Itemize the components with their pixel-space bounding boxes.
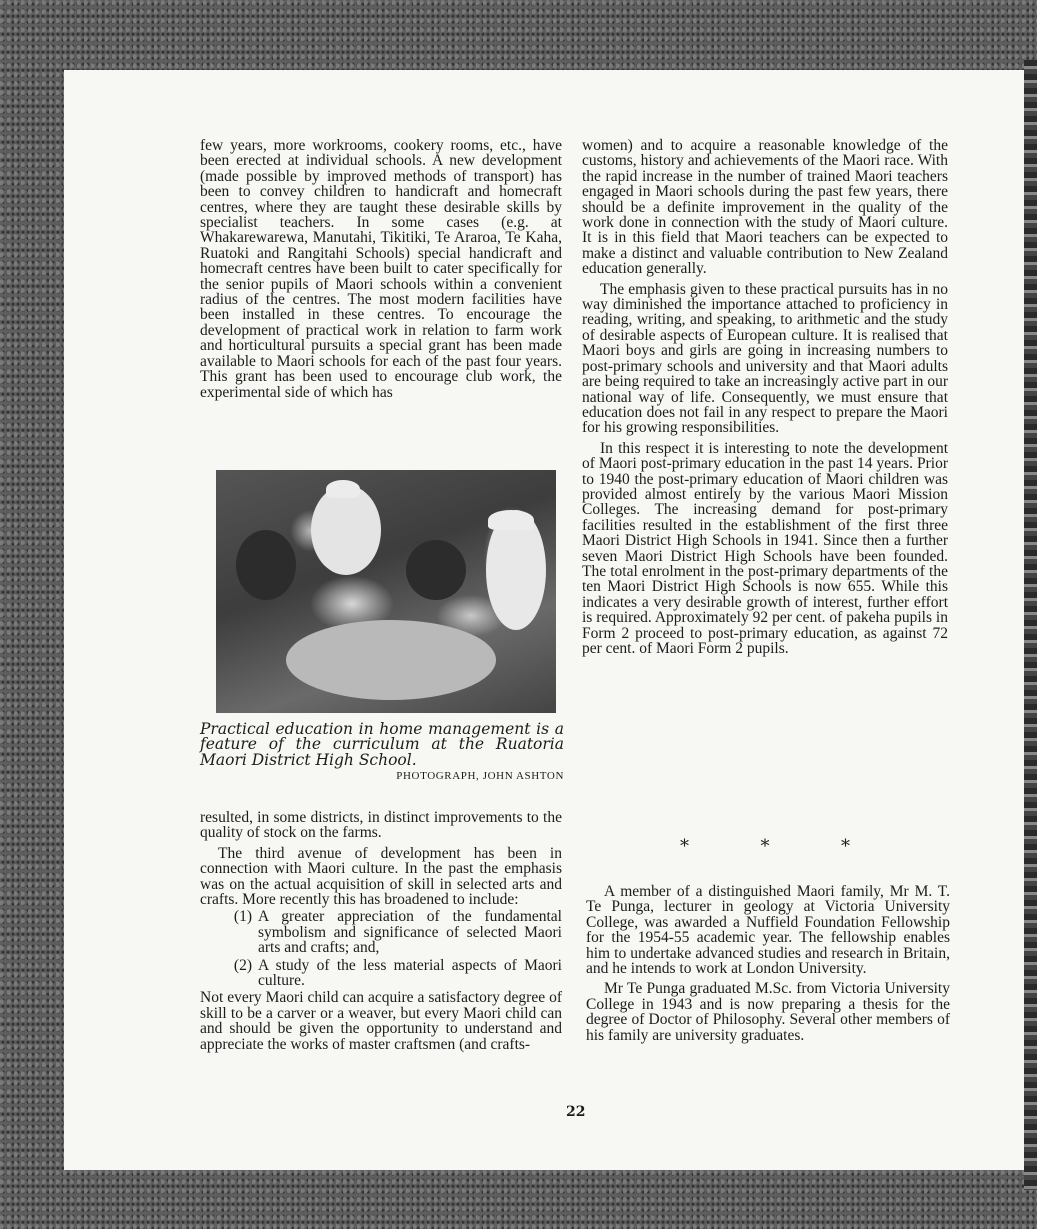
photo-figure: [311, 485, 381, 575]
photo-credit: PHOTOGRAPH, JOHN ASHTON: [396, 770, 564, 783]
list-text: A study of the less material aspects of Maori culture.: [258, 956, 562, 990]
paragraph: The third avenue of development has been in connection with Maori culture. In the past the emphasis was on the actual acquisition of skill in selected arts and crafts. More recently this has broadened to include:: [200, 844, 562, 909]
photo-caption-block: [200, 722, 564, 782]
paragraph: In this respect it is interesting to note the development of Maori post-primary education in the past 14 years. Prior to 1940 the post-primary education of Maori children was provided almost entirely by the various Maori Mission Colleges. The increasing demand for post-primary facilities resulted in the establishment of the first three Maori District High Schools in 1941. Since then a further seven Maori District High Schools have been founded. The total enrolment in the post-primary departments of the ten Maori District High Schools is now 655. While this indicates a very desirable growth of interest, further effort is required. Approximately 92 per cent. of pakeha pupils in Form 2 proceed to post-primary education, as against 72 per cent. of Maori Form 2 pupils.: [582, 439, 948, 657]
paragraph: The emphasis given to these practical pursuits has in no way diminished the importance attached to proficiency in reading, writing, and speaking, to arithmetic and the study of desirable aspects of European culture. It is realised that Maori boys and girls are going in increasing numbers to post-primary schools and university and that Maori adults are being required to take an increasingly active part in our national way of life. Consequently, we must ensure that education does not fail in any respect to prepare the Maori for his growing responsibilities.: [582, 280, 948, 437]
photograph-home-management-class: [216, 470, 556, 713]
star-icon: *: [760, 836, 770, 857]
list-text: A greater appreciation of the fundamental symbolism and significance of selected Maori arts and crafts; and,: [258, 908, 562, 957]
paragraph: few years, more workrooms, cookery rooms, etc., have been erected at individual schools. A new development (made possible by improved methods of transport) has been to convey children to handicraft and homecraft centres, where they are taught these desirable skills by specialist teachers. In some cases (e.g. at Whakarewarewa, Manutahi, Tikitiki, Te Araroa, Te Kaha, Ruatoki and Rangitahi Schools) special handicraft and homecraft centres have been built to cater specifically for the senior pupils of Maori schools within a convenient radius of the centres. The most modern facilities have been installed in these centres. To encourage the development of practical work in relation to farm work and horticultural pursuits a special grant has been made available to Maori schools for each of the past four years. This grant has been used to encourage club work, the experimental side of which has: [200, 137, 562, 401]
photo-table: [286, 620, 496, 700]
list-item: [200, 958, 562, 989]
paragraph: women) and to acquire a reasonable knowledge of the customs, history and achievements of the Maori race. With the rapid increase in the number of trained Maori teachers engaged in Maori schools during the past few years, there should be a definite improvement in the quality of the work done in connection with the study of Maori culture. It is in this field that Maori teachers can be expected to make a distinct and valuable contribution to New Zealand education generally.: [582, 137, 948, 278]
photo-cap: [488, 510, 534, 530]
photo-figure: [236, 530, 296, 600]
right-column-text: [582, 138, 948, 656]
left-column-bottom-text: [200, 810, 562, 1052]
section-divider-stars: [680, 836, 850, 857]
page-edge-shadow: [1024, 60, 1037, 1190]
star-icon: *: [841, 836, 850, 857]
list-number: (1): [233, 908, 252, 926]
photo-caption: Practical education in home management is a feature of the curriculum at the Ruatoria Maori District High School.: [200, 720, 564, 769]
photo-cap: [326, 480, 360, 498]
paragraph: Mr Te Punga graduated M.Sc. from Victoria University College in 1943 and is now preparing a thesis for the degree of Doctor of Philosophy. Several other members of his family are university graduates.: [586, 980, 950, 1044]
culture-list: [200, 909, 562, 988]
paragraph: Not every Maori child can acquire a satisfactory degree of skill to be a carver or a weaver, but every Maori child can and should be given the opportunity to understand and appreciate the works of master craftsmen (and crafts-: [200, 989, 562, 1053]
photo-figure: [406, 540, 466, 600]
paragraph: resulted, in some districts, in distinct improvements to the quality of stock on the farms.: [200, 809, 562, 842]
paragraph: A member of a distinguished Maori family, Mr M. T. Te Punga, lecturer in geology at Victoria University College, was awarded a Nuffield Foundation Fellowship for the 1954-55 academic year. The fellowship enables him to undertake advanced studies and research in Britain, and he intends to work at London University.: [586, 883, 950, 978]
star-icon: *: [680, 836, 689, 857]
list-number: (2): [233, 956, 252, 974]
page-number: 22: [566, 1104, 586, 1120]
list-item: [200, 909, 562, 955]
left-column-top-text: [200, 138, 562, 400]
right-column-news-item: [586, 884, 950, 1043]
